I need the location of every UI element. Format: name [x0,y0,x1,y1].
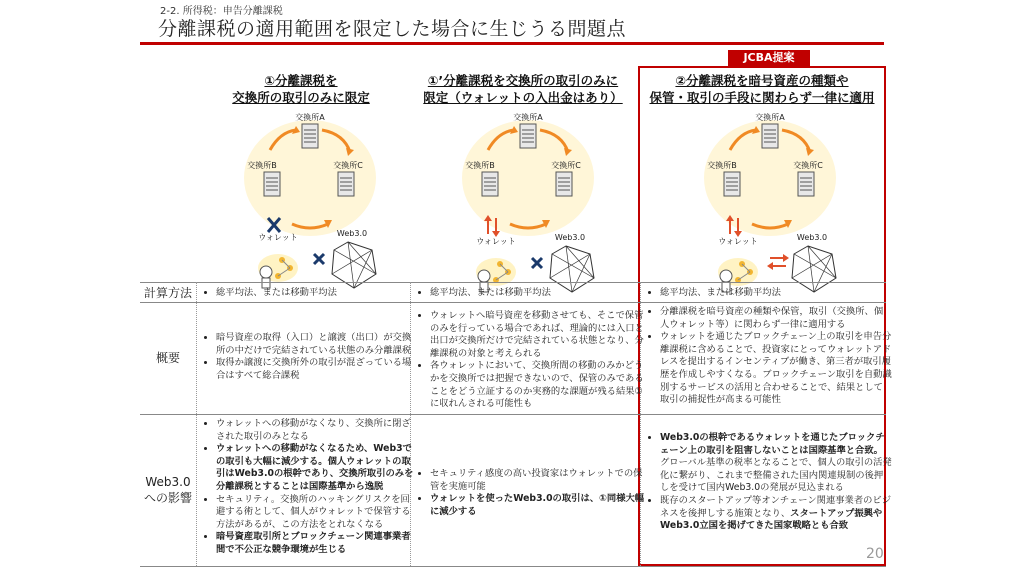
calc-cell-1: • 総平均法、または移動平均法 [204,287,416,300]
column-head-2: ①’分離課税を交換所の取引のみに 限定（ウォレットの入出金はあり） [423,73,623,105]
page-number: 20 [866,546,884,562]
jcba-proposal-tag: JCBA提案 [728,50,810,66]
diagram-uniform [690,102,850,306]
diagram-exchange-only [230,102,390,306]
exchange-a-label: 交換所A [755,113,785,122]
exchange-cycle-diagram [690,102,850,302]
calc-cell-2: • 総平均法、または移動平均法 [418,287,646,300]
exchange-b-label: 交換所B [465,161,495,170]
web3-cell-2: • セキュリティ感度の高い投資家はウォレットでの保管を実施可能 • ウォレットを使ったWeb3.0の取引は、①同様大幅に減少する [418,468,648,518]
diagram-exchange-wallet [448,102,608,306]
overview-cell-3: • 分離課税を暗号資産の種類や保管，取引（交換所、個人ウォレット等）に関わらず一律に適用する • ウォレットを通じたブロックチェーン上の取引を申告分離課税に含めることで、投資家にとってウォレットアドレスを提出するインセンティブが働き、第三者が取引履歴を作成しやすくなる。ブロックチェーン取引を自動識別するサービスの活用と合わせることで、結果として取引の捕捉性が高まる可能性 [648,306,892,407]
section-label: 2-2. 所得税：申告分離課税 [160,6,283,17]
web3-cell-3: • Web3.0の根幹であるウォレットを通じたブロックチェーン上の取引を阻害しないことは国際基準と合致。グローバル基準の税率となることで、個人の取引の活発化に繋がり、これまで整備された国内関連規制の後押しを受けて国内Web3.0の発展が見込まれる • 既存のスタートアップ等オンチェーン関連事業者のビジネスを後押しする施策となり、スタートアップ振興やWeb3.0立国を掲げてきた国家戦略とも合致 [648,432,892,533]
calc-cell-3: • 総平均法、または移動平均法 [648,287,892,300]
exchange-c-label: 交換所C [793,161,823,170]
row-label-calc: 計算方法 [143,286,192,300]
table-col-divider [196,282,198,566]
exchange-b-label: 交換所B [247,161,277,170]
horizontal-bidirectional-arrow-icon [767,254,789,270]
blocked-x-icon [532,258,542,268]
exchange-c-label: 交換所C [333,161,363,170]
column-head-3: ②分離課税を暗号資産の種類や 保管・取引の手段に関わらず一律に適用 [649,73,875,105]
table-rule-top [140,282,886,283]
overview-cell-1: • 暗号資産の取得（入口）と譲渡（出口）が交換所の中だけで完結されている状態のみ分離課税 • 取得か譲渡に交換所外の取引が混ざっている場合はすべて総合課税 [204,332,418,382]
page-title: 分離課税の適用範囲を限定した場合に生じうる問題点 [158,18,627,40]
exchange-b-label: 交換所B [707,161,737,170]
table-rule-1 [140,302,886,303]
wallet-label: ウォレット [718,237,758,246]
wallet-label: ウォレット [258,233,298,242]
web3-label: Web3.0 [554,233,586,242]
table-rule-2 [140,414,886,415]
blocked-x-icon [314,254,324,264]
title-underline [140,42,884,45]
web3-label: Web3.0 [336,229,368,238]
wallet-label: ウォレット [476,237,516,246]
column-head-1: ①分離課税を 交換所の取引のみに限定 [232,73,370,105]
row-label-web3: Web3.0 への影響 [143,475,192,505]
exchange-a-label: 交換所A [295,113,325,122]
row-label-overview: 概要 [155,351,180,365]
web3-label: Web3.0 [796,233,828,242]
table-rule-bottom [140,566,886,567]
exchange-cycle-diagram [230,102,390,302]
web3-cell-1: • ウォレットへの移動がなくなり、交換所に閉ざされた取引のみとなる • ウォレットへの移動がなくなるため、Web3での取引も大幅に減少する。個人ウォレットの取引はWeb3.0の根幹であり、交換所取引のみを分離課税とすることは国際基準から逸脱 • セキュリティ。交換所のハッキングリスクを回避する術として、個人がウォレットで保管する方法があるが、この方法をとれなくなる • 暗号資産取引所とブロックチェーン関連事業者間で不公正な競争環境が生じる [204,418,418,557]
exchange-c-label: 交換所C [551,161,581,170]
overview-cell-2: • ウォレットへ暗号資産を移動させても、そこで保管のみを行っている場合であれば、理論的には入口と出口が交換所だけで完結されている状態となり、分離課税の対象と考えられる • 各ウォレットにおいて、交換所間の移動のみかどうかを交換所では把握できないので、保管のみであることをどう立証するのか実務的な課題が残る結果①に収れんされる可能性も [418,310,648,411]
exchange-cycle-diagram [448,102,608,302]
exchange-a-label: 交換所A [513,113,543,122]
